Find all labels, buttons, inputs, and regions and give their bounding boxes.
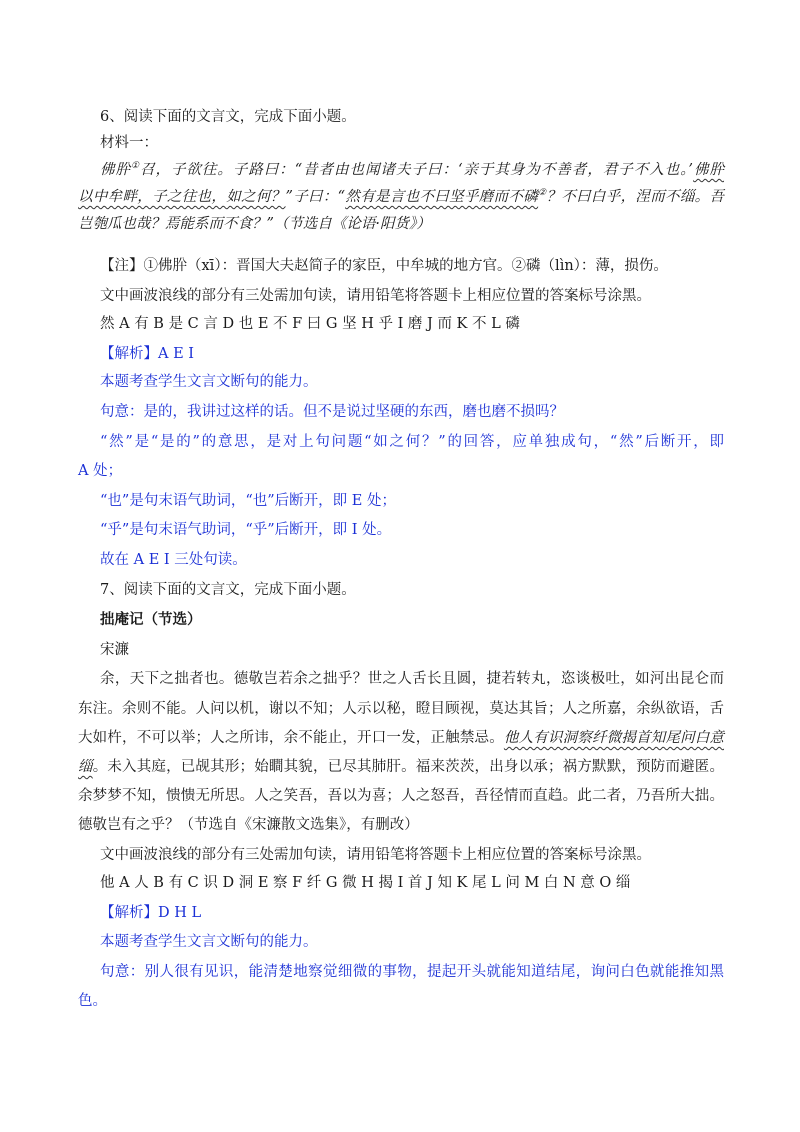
- q7-text-line-3: 大如杵，不可以举；人之所讳，余不能止，开口一发，正触禁忌。他人有识洞察纤微揭首知尾问白意: [78, 730, 725, 746]
- q6-text-line-1: 佛肸①召，子欲往。子路曰：“昔者由也闻诸夫子曰：‘亲于其身为不善者，君子不入也。’佛肸: [100, 161, 725, 178]
- q6-text-line-3: 岂匏瓜也哉？焉能系而不食？”（节选自《论语·阳货》）: [78, 216, 431, 232]
- q7-instruction: 文中画波浪线的部分有三处需加句读，请用铅笔将答题卡上相应位置的答案标号涂黑。: [100, 847, 651, 863]
- q6-analysis-line-3b: A 处；: [78, 463, 123, 479]
- q6-material-label: 材料一：: [100, 135, 158, 151]
- q7-analysis-heading: 【解析】D H L: [100, 905, 202, 921]
- q6-analysis-line-1: 本题考查学生文言文断句的能力。: [100, 374, 318, 390]
- q7-analysis-line-2a: 句意：别人很有见识，能清楚地察觉细微的事物，提起开头就能知道结尾，询问白色就能推知黑: [100, 964, 724, 980]
- q6-analysis-line-6: 故在 A E I 三处句读。: [100, 552, 247, 568]
- q7-heading: 7、阅读下面的文言文，完成下面小题。: [100, 582, 356, 598]
- q6-analysis-line-5: “乎”是句末语气助词，“乎”后断开，即 I 处。: [100, 522, 392, 538]
- q7-text-line-2: 东注。余则不能。人问以机，谢以不知；人示以秘，瞪目顾视，莫达其旨；人之所嘉，余纵欲语，舌: [78, 701, 724, 717]
- q7-analysis-line-2b: 色。: [78, 993, 107, 1009]
- q6-analysis-line-2: 句意：是的，我讲过这样的话。但不是说过坚硬的东西，磨也磨不损吗？: [100, 404, 564, 420]
- q6-text-line-2: 以中牟畔，子之往也，如之何？”子曰：“然有是言也不曰坚乎磨而不磷②？不曰白乎，涅而不缁。吾: [78, 188, 724, 205]
- q6-analysis-heading: 【解析】A E I: [100, 346, 195, 362]
- q7-text-line-5: 余梦梦不知，愦愦无所思。人之笑吾，吾以为喜；人之怒吾，吾径情而直趋。此二者，乃吾所大拙。: [78, 788, 724, 804]
- q6-note: 【注】①佛肸（xī）：晋国大夫赵简子的家臣，中牟城的地方官。②磷（lìn）：薄，损伤。: [100, 258, 668, 274]
- q6-options: 然 A 有 B 是 C 言 D 也 E 不 F 曰 G 坚 H 乎 I 磨 J 而 K 不 L 磷: [100, 316, 520, 332]
- q7-title: 拙庵记（节选）: [100, 611, 202, 628]
- q6-heading: 6、阅读下面的文言文，完成下面小题。: [100, 109, 356, 125]
- q6-analysis-line-4: “也”是句末语气助词，“也”后断开，即 E 处；: [100, 493, 396, 509]
- q7-options: 他 A 人 B 有 C 识 D 洞 E 察 F 纤 G 微 H 揭 I 首 J 知 K 尾 L 问 M 白 N 意 O 缁: [100, 875, 631, 891]
- q7-text-line-6: 德敬岂有之乎？（节选自《宋濂散文选集》，有删改）: [78, 817, 419, 833]
- q7-text-line-4: 缁。未入其庭，已觇其形；始瞷其貌，已尽其肺肝。福来茨茨，出身以承；祸方默默，预防而避匿。: [78, 759, 724, 775]
- q7-author: 宋濂: [100, 642, 129, 658]
- q7-text-line-1: 余，天下之拙者也。德敬岂若余之拙乎？世之人舌长且圆，捷若转丸，恣谈极吐，如河出昆仑而: [100, 671, 724, 687]
- q6-instruction: 文中画波浪线的部分有三处需加句读，请用铅笔将答题卡上相应位置的答案标号涂黑。: [100, 288, 651, 304]
- q6-analysis-line-3a: “然”是“是的”的意思，是对上句问题“如之何？”的回答，应单独成句，“然”后断开，即: [100, 434, 724, 450]
- q7-analysis-line-1: 本题考查学生文言文断句的能力。: [100, 934, 318, 950]
